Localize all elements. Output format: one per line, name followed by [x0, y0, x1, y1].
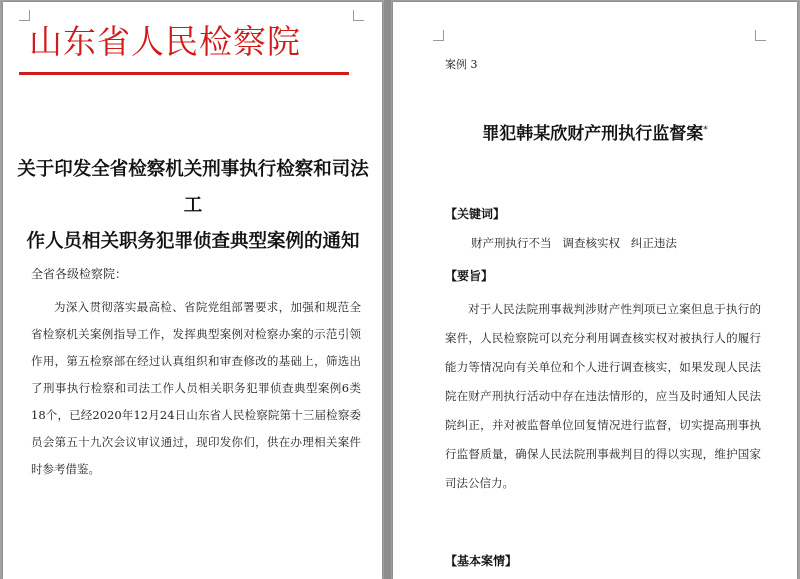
summary-text: 对于人民法院刑事裁判涉财产性判项已立案但息于执行的案件，人民检察院可以充分利用调查核实权对被执行人的履行能力等情况向有关单位和个人进行调查核实，如果发现人民法院在财产刑执行活动中存在违法情形的，应当及时通知人民法院纠正，并对被监督单位回复情况进行监督，切实提高刑事执行监督质量，确保人民法院刑事裁判目的得以实现，维护国家司法公信力。	[445, 302, 761, 490]
crop-mark	[353, 10, 364, 21]
case-number: 案例 3	[445, 58, 478, 71]
page-gap	[384, 0, 391, 579]
basic-facts-heading: 【基本案情】	[445, 554, 518, 568]
title-line-1: 关于印发全省检察机关刑事执行检察和司法工	[17, 159, 369, 216]
notice-body-text: 为深入贯彻落实最高检、省院党组部署要求，加强和规范全省检察机关案例指导工作，发挥典型案例对检察办案的示范引领作用，第五检察部在经过认真组织和审查修改的基础上，筛选出了刑事执行检察和司法工作人员相关职务犯罪侦查典型案例6类18个，已经2020年12月24日山东省人民检察院第十三届检察委员会第五十九次会议审议通过，现印发你们，供在办理相关案件时参考借鉴。	[31, 300, 361, 476]
summary-heading: 【要旨】	[445, 269, 494, 283]
keywords-list: 财产刑执行不当 调查核实权 纠正违法	[471, 236, 677, 250]
footnote-mark: *	[703, 125, 708, 136]
case-title-text: 罪犯韩某欣财产刑执行监督案	[482, 124, 704, 144]
crop-mark	[433, 30, 444, 41]
masthead-red-rule	[19, 72, 349, 75]
masthead-title: 山东省人民检察院	[29, 22, 301, 61]
salutation: 全省各级检察院：	[31, 267, 128, 281]
title-line-2: 作人员相关职务犯罪侦查典型案例的通知	[26, 231, 360, 252]
right-document-page	[393, 2, 797, 579]
case-title	[393, 119, 797, 144]
keywords-heading: 【关键词】	[445, 207, 506, 221]
left-document-page	[3, 2, 382, 579]
document-title	[17, 152, 369, 260]
crop-mark	[755, 30, 766, 41]
